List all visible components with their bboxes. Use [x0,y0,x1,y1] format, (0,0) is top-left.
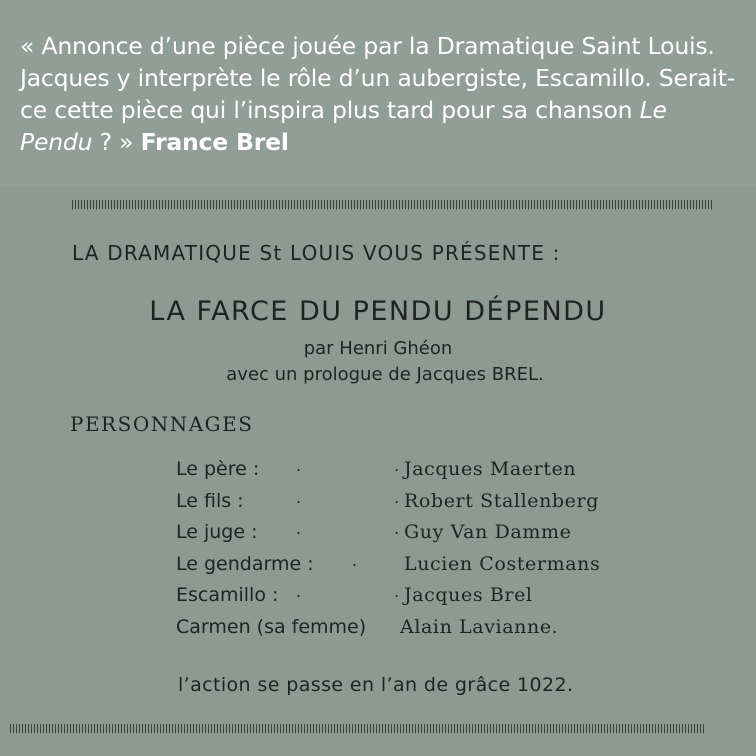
bottom-border-rule [10,724,706,733]
cast-list [176,458,636,647]
cast-actor: Robert Stallenberg [404,489,599,512]
caption-author: France Brel [140,128,289,156]
leader-dots: . . [296,582,444,601]
cast-actor: Lucien Costermans [404,552,601,575]
cast-role: Carmen (sa femme) [176,615,367,638]
play-title: LA FARCE DU PENDU DÉPENDU [149,296,607,327]
cast-role: Le juge : [176,521,258,543]
cast-role: Le gendarme : [176,552,314,575]
author-line: par Henri Ghéon [303,338,453,359]
presents-line: LA DRAMATIQUE St LOUIS VOUS PRÉSENTE : [72,241,561,265]
prologue-line: avec un prologue de Jacques BREL. [226,364,544,385]
cast-role: Le père : [176,458,260,480]
leader-dots: . . [296,487,444,507]
quote-caption [0,0,756,190]
song-title: Le Pendu [20,96,667,156]
cast-row [176,550,636,585]
cast-heading: PERSONNAGES [70,412,254,436]
cast-role: Le fils : [176,489,244,512]
cast-role: Escamillo : [176,584,279,606]
cast-actor: Alain Lavianne. [400,615,559,638]
cast-row [176,584,636,616]
leader-dots: . [352,550,402,570]
cast-row [176,616,636,648]
setting-line: l’action se passe en l’an de grâce 1022. [178,674,574,696]
caption-closing: ? » [92,128,141,156]
caption-text: « Annonce d’une pièce jouée par la Dramatique Saint Louis. Jacques y interprète le rôle d’un aubergiste, Escamillo. Serait-ce cette pièce qui l’inspira plus tard pour sa chanson [20,32,735,124]
cast-actor: Jacques Brel [404,584,533,606]
cast-actor: Guy Van Damme [404,521,572,543]
theatre-program [0,186,756,756]
cast-row [176,487,636,522]
cast-actor: Jacques Maerten [404,458,577,480]
top-border-rule [72,200,712,209]
cast-row [176,458,636,490]
leader-dots: . . [296,519,444,538]
leader-dots: . . [296,456,444,475]
cast-row [176,521,636,553]
